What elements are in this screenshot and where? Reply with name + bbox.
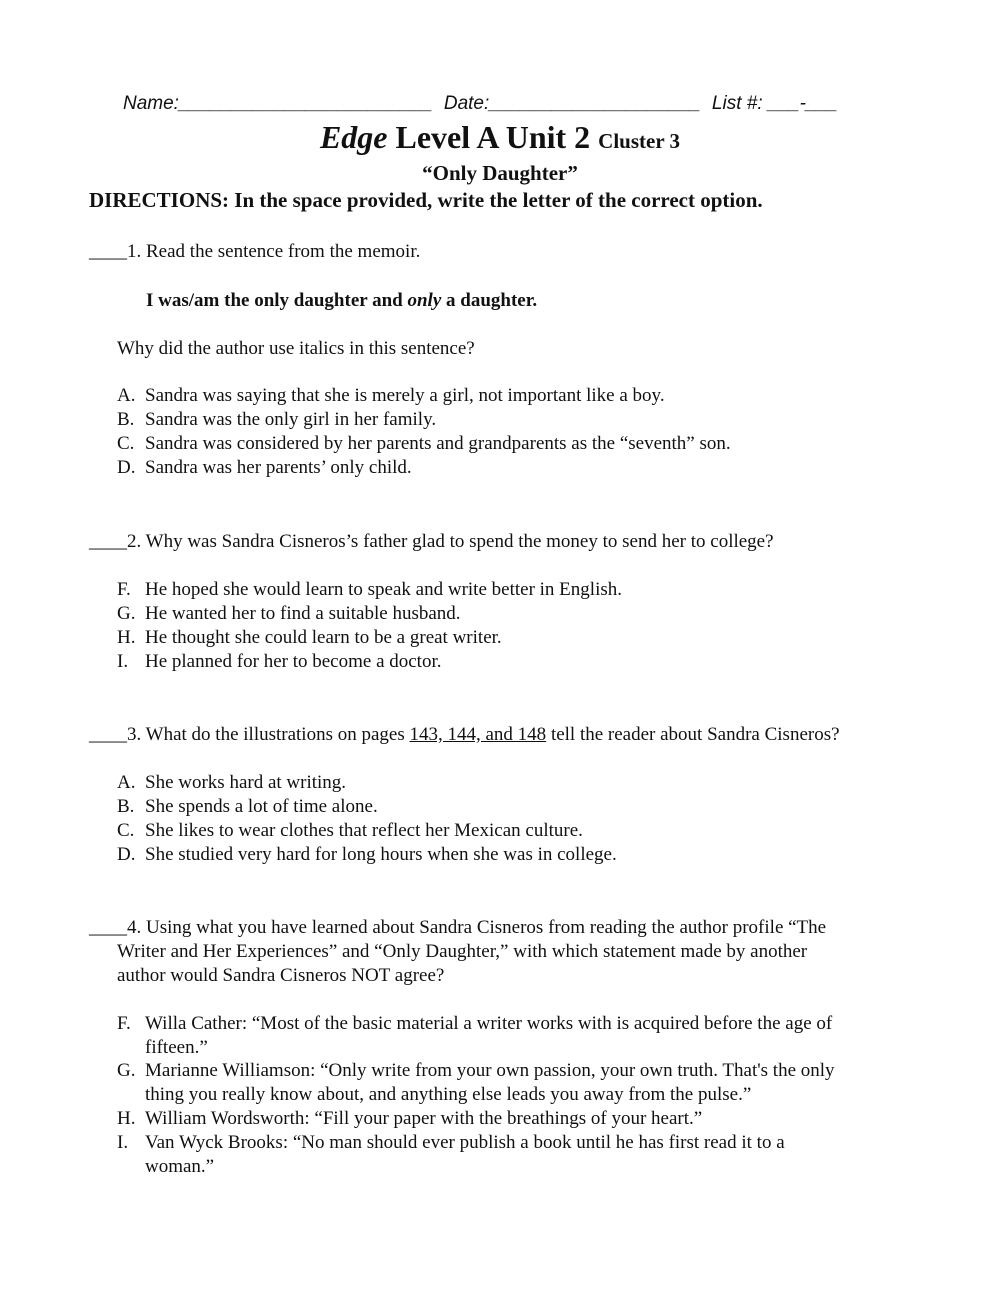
q4-option-f: F. Willa Cather: “Most of the basic material a writer works with is acquired before the age of bbox=[117, 1013, 833, 1034]
quote-part-b: only bbox=[407, 290, 442, 311]
subtitle: “Only Daughter” bbox=[422, 161, 578, 185]
q3-option-b: B. She spends a lot of time alone. bbox=[117, 796, 378, 817]
question-1-quote bbox=[146, 289, 537, 313]
title-main: Level A Unit 2 bbox=[387, 119, 599, 155]
question-4-prompt-line-3: author would Sandra Cisneros NOT agree? bbox=[117, 965, 445, 986]
quote-part-a: I was/am the only daughter and bbox=[146, 290, 408, 311]
date-field[interactable]: Date:____________________ bbox=[443, 93, 701, 114]
q2-option-f: F. He hoped she would learn to speak and write better in English. bbox=[117, 579, 622, 600]
title-cluster: Cluster 3 bbox=[598, 129, 681, 153]
q1-option-d: D. Sandra was her parents’ only child. bbox=[117, 457, 412, 478]
page-title bbox=[0, 119, 1000, 156]
q4-option-g-cont: thing you really know about, and anything else leads you away from the pulse.” bbox=[145, 1084, 752, 1105]
question-1-followup: Why did the author use italics in this sentence? bbox=[117, 338, 475, 359]
q2-option-g: G. He wanted her to find a suitable husband. bbox=[117, 603, 461, 624]
question-3-prompt: ____3. What do the illustrations on pages 143, 144, and 148 tell the reader about Sandra Cisneros? bbox=[89, 724, 840, 745]
q2-option-h: H. He thought she could learn to be a great writer. bbox=[117, 627, 502, 648]
quote-part-c: a daughter. bbox=[441, 290, 538, 311]
q3-option-a: A. She works hard at writing. bbox=[117, 772, 347, 793]
header-fields bbox=[123, 93, 844, 115]
q3-option-d: D. She studied very hard for long hours when she was in college. bbox=[117, 844, 617, 865]
question-4-prompt-line-2: Writer and Her Experiences” and “Only Daughter,” with which statement made by another bbox=[117, 941, 808, 962]
question-2-prompt: ____2. Why was Sandra Cisneros’s father glad to spend the money to send her to college? bbox=[89, 531, 774, 552]
q4-option-i: I. Van Wyck Brooks: “No man should ever publish a book until he has first read it to a bbox=[117, 1132, 785, 1153]
q2-option-i: I. He planned for her to become a doctor. bbox=[117, 651, 442, 672]
q4-option-f-cont: fifteen.” bbox=[145, 1037, 208, 1058]
list-number-field[interactable]: List #: ___-___ bbox=[711, 93, 838, 114]
q3-option-c: C. She likes to wear clothes that reflect her Mexican culture. bbox=[117, 820, 583, 841]
q4-option-g: G. Marianne Williamson: “Only write from your own passion, your own truth. That's the only bbox=[117, 1060, 835, 1081]
question-1-prompt: ____1. Read the sentence from the memoir. bbox=[89, 241, 421, 262]
title-edge: Edge bbox=[319, 119, 388, 155]
directions: DIRECTIONS: In the space provided, write the letter of the correct option. bbox=[89, 188, 763, 212]
q1-option-a: A. Sandra was saying that she is merely a girl, not important like a boy. bbox=[117, 385, 665, 406]
q1-option-c: C. Sandra was considered by her parents and grandparents as the “seventh” son. bbox=[117, 433, 731, 454]
page-numbers: 143, 144, and 148 bbox=[409, 724, 547, 745]
name-field[interactable]: Name:________________________ bbox=[123, 93, 433, 114]
question-4-prompt-line-1: ____4. Using what you have learned about Sandra Cisneros from reading the author profile “The bbox=[89, 917, 827, 938]
q4-option-i-cont: woman.” bbox=[145, 1156, 215, 1177]
q1-option-b: B. Sandra was the only girl in her family. bbox=[117, 409, 437, 430]
q4-option-h: H. William Wordsworth: “Fill your paper with the breathings of your heart.” bbox=[117, 1108, 703, 1129]
